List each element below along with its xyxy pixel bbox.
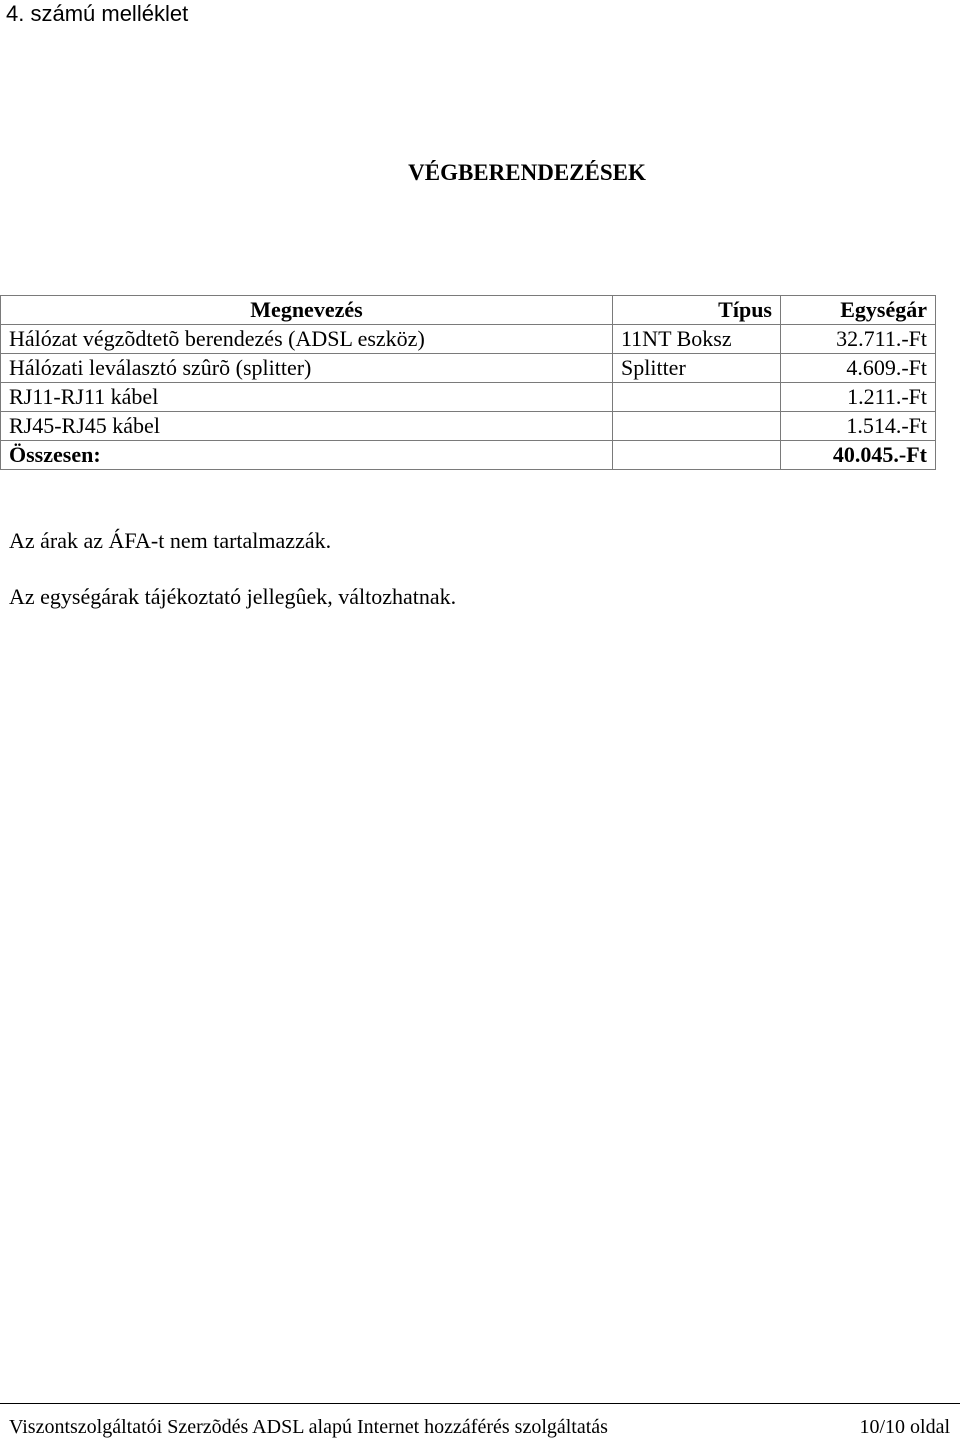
price-table xyxy=(0,295,936,470)
cell-unit-price: 1.514.-Ft xyxy=(781,412,936,441)
cell-unit-price: 4.609.-Ft xyxy=(781,354,936,383)
cell-name: RJ45-RJ45 kábel xyxy=(1,412,613,441)
table-row xyxy=(1,354,936,383)
total-value: 40.045.-Ft xyxy=(781,441,936,470)
footer-document-title: Viszontszolgáltatói Szerzõdés ADSL alapú Internet hozzáférés szolgáltatás xyxy=(9,1416,608,1438)
price-disclaimer-note: Az egységárak tájékoztató jellegûek, változhatnak. xyxy=(9,584,457,609)
column-header-type: Típus xyxy=(613,296,781,325)
page-title: VÉGBERENDEZÉSEK xyxy=(408,160,646,185)
total-label: Összesen: xyxy=(1,441,613,470)
column-header-unit-price: Egységár xyxy=(781,296,936,325)
vat-note: Az árak az ÁFA-t nem tartalmazzák. xyxy=(9,528,332,553)
cell-type xyxy=(613,412,781,441)
cell-unit-price: 1.211.-Ft xyxy=(781,383,936,412)
cell-name: Hálózati leválasztó szûrõ (splitter) xyxy=(1,354,613,383)
cell-name: Hálózat végzõdtetõ berendezés (ADSL eszköz) xyxy=(1,325,613,354)
table-row xyxy=(1,383,936,412)
cell-type: Splitter xyxy=(613,354,781,383)
table-row xyxy=(1,325,936,354)
footer-page-number: 10/10 oldal xyxy=(859,1416,950,1438)
total-type-cell xyxy=(613,441,781,470)
cell-type: 11NT Boksz xyxy=(613,325,781,354)
column-header-name: Megnevezés xyxy=(1,296,613,325)
cell-unit-price: 32.711.-Ft xyxy=(781,325,936,354)
annex-label: 4. számú melléklet xyxy=(6,1,189,26)
cell-type xyxy=(613,383,781,412)
total-row xyxy=(1,441,936,470)
cell-name: RJ11-RJ11 kábel xyxy=(1,383,613,412)
table-header-row xyxy=(1,296,936,325)
table-row xyxy=(1,412,936,441)
footer-divider xyxy=(0,1403,960,1404)
